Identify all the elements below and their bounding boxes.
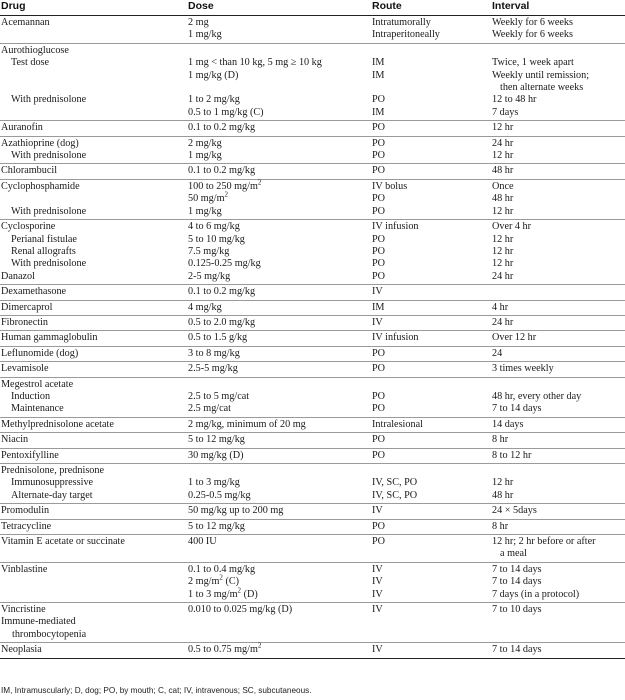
interval-cell: 12 hr [492,233,514,245]
drug-name: Renal allografts [11,245,76,257]
route-cell: IV, SC, PO [372,489,418,501]
table-row-group [0,121,625,136]
drug-name: Aurothioglucose [1,44,69,56]
drug-name: Leflunomide (dog) [1,347,79,359]
interval-cell: 48 hr [492,165,514,177]
route-cell: PO [372,150,386,162]
drug-name: Alternate-day target [11,489,93,501]
dose-cell [188,379,372,391]
route-cell: PO [372,449,386,461]
dose-cell: 2 mg [188,17,209,28]
interval-cell [492,286,625,298]
drug-name: Acemannan [1,17,50,28]
table-row-group [0,347,625,362]
drug-name: Azathioprine (dog) [1,137,79,149]
dose-cell: 2.5-5 mg/kg [188,363,238,375]
table-row [0,271,625,283]
drug-name [0,576,188,588]
table-row-group [0,331,625,346]
table-header [0,0,625,16]
route-cell [372,465,492,477]
drug-name: Neoplasia [1,644,42,656]
table-row [0,29,625,41]
dose-cell: 1 mg/kg [188,205,222,217]
header-drug: Drug [1,0,26,12]
table-row [0,286,625,298]
dose-cell: 1 to 2 mg/kg [188,94,240,106]
route-cell: PO [372,193,386,205]
table-row-group [0,449,625,464]
drug-name: Vinblastine [1,563,48,575]
dose-cell: 0.25-0.5 mg/kg [188,489,251,501]
dose-cell: 1 mg/kg [188,29,222,41]
interval-cell: 12 hr [492,205,514,217]
route-cell: PO [372,205,386,217]
interval-cell: 8 to 12 hr [492,449,532,461]
route-cell: Intraperitoneally [372,29,440,41]
route-cell: IV [372,604,383,616]
table-row [0,17,625,29]
table-row-group [0,643,625,658]
table-row-group [0,285,625,300]
route-cell: IV [372,644,383,656]
interval-cell: Weekly until remission; then alternate weeks [492,69,590,94]
drug-name: Test dose [11,57,50,69]
table-row [0,536,625,561]
dose-cell: 0.5 to 2.0 mg/kg [188,316,256,328]
table-row [0,302,625,314]
table-row [0,564,625,576]
dose-cell: 2-5 mg/kg [188,270,231,282]
interval-cell: Twice, 1 week apart [492,57,574,69]
table-row [0,434,625,446]
dose-cell: 0.5 to 1 mg/kg (C) [188,106,264,118]
interval-cell: 4 hr [492,301,509,313]
dose-cell: 50 $mg/m^2$ [188,190,229,205]
table-row [0,45,625,57]
table-row [0,190,625,205]
route-cell: PO [372,137,386,149]
drug-name: Megestrol acetate [1,378,74,390]
table-row-group [0,362,625,377]
route-cell: PO [372,94,386,106]
table-row-group [0,137,625,165]
interval-cell: 24 [492,347,503,359]
route-cell: PO [372,245,386,257]
route-cell: IM [372,69,385,81]
interval-cell [492,379,625,391]
table-row [0,246,625,258]
dose-cell: 7.5 mg/kg [188,245,230,257]
table-row [0,477,625,489]
drug-name: Immunosuppressive [11,477,94,489]
table-row [0,258,625,270]
dose-cell: 2.5 to 5 mg/cat [188,390,250,402]
dose-cell: 30 mg/kg (D) [188,449,244,461]
interval-cell: 12 hr [492,477,514,489]
dose-cell: 1 mg/kg [188,150,222,162]
drug-name: Fibronectin [1,316,48,328]
table-row [0,363,625,375]
interval-cell [492,465,625,477]
dose-cell: 0.5 to 0.75 $mg/m^2$ [188,641,262,656]
drug-name: Perianal fistulae [11,233,77,245]
table-row [0,94,625,106]
route-cell: PO [372,536,386,548]
route-cell: PO [372,403,386,415]
route-cell [372,379,492,391]
dose-cell: 1 to 3 mg/kg [188,477,240,489]
table-row [0,419,625,431]
table-row [0,450,625,462]
interval-cell: 14 days [492,418,524,430]
route-cell: IV, SC, PO [372,477,418,489]
table-row [0,122,625,134]
drug-name: With prednisolone [11,150,87,162]
route-cell: IV infusion [372,332,419,344]
table-footnote: IM, Intramuscularly; D, dog; PO, by mouth; C, cat; IV, intravenous; SC, subcutaneous. [1,686,312,695]
table-row [0,641,625,656]
route-cell: IV [372,588,383,600]
drug-name [0,29,188,41]
interval-cell: 7 to 14 days [492,403,542,415]
interval-cell: 12 to 48 hr [492,94,537,106]
table-row [0,150,625,162]
drug-name: With prednisolone [11,258,87,270]
table-row-group [0,520,625,535]
drug-name: Pentoxifylline [1,449,59,461]
route-cell: PO [372,520,386,532]
dose-cell: 0.5 to 1.5 g/kg [188,332,248,344]
dose-cell: 100 to 250 $mg/m^2$ [188,178,262,192]
table-row [0,391,625,403]
dose-cell: 400 IU [188,536,217,548]
table-row [0,221,625,233]
route-cell: PO [372,122,386,134]
dose-cell: 2.5 mg/cat [188,403,232,415]
route-cell: IV bolus [372,180,408,192]
interval-cell: 48 hr, every other day [492,390,582,402]
route-cell: PO [372,233,386,245]
interval-cell: 12 hr [492,122,514,134]
drug-name: Human gammaglobulin [1,332,98,344]
drug-name: With prednisolone [11,94,87,106]
table-row-group [0,603,625,643]
table-row [0,165,625,177]
drug-name: Niacin [1,434,29,446]
dose-cell: 0.1 to 0.4 mg/kg [188,563,256,575]
table-row-group [0,378,625,418]
header-dose: Dose [188,0,214,12]
table-row-group [0,316,625,331]
interval-cell [492,45,625,57]
dose-cell: 5 to 12 mg/kg [188,520,245,532]
route-cell: IV [372,576,383,588]
table-row-group [0,220,625,285]
dose-cell: 0.1 to 0.2 mg/kg [188,165,256,177]
interval-cell: 24 hr [492,137,514,149]
drug-name: Dimercaprol [1,301,53,313]
table-row [0,57,625,69]
drug-name: Maintenance [11,403,64,415]
drug-name [0,193,188,205]
dose-cell: 50 mg/kg up to 200 mg [188,505,284,517]
route-cell: IV [372,563,383,575]
interval-cell: 12 hr [492,245,514,257]
table-row-group [0,535,625,563]
route-cell: PO [372,363,386,375]
table-row [0,490,625,502]
drug-name: Tetracycline [1,520,52,532]
drug-name: Levamisole [1,363,49,375]
dose-cell: 4 mg/kg [188,301,222,313]
dose-cell: 2 mg/kg, minimum of 20 mg [188,418,306,430]
route-cell: Intratumorally [372,17,431,28]
dose-cell [188,45,372,57]
table-row [0,521,625,533]
route-cell: PO [372,434,386,446]
drug-name: Methylprednisolone acetate [1,418,114,430]
drug-name: Chlorambucil [1,165,58,177]
route-cell: PO [372,258,386,270]
interval-cell: 7 to 14 days [492,644,542,656]
table-row [0,178,625,193]
drug-name [0,107,188,119]
route-cell: PO [372,270,386,282]
interval-cell: 24 hr [492,316,514,328]
drug-name: Auranofin [1,122,43,134]
table-row-group [0,44,625,121]
drug-name: Vitamin E acetate or succinate [1,536,125,548]
table-row-group [0,301,625,316]
dose-cell: 1 mg/kg (D) [188,69,239,81]
interval-cell: Weekly for 6 weeks [492,29,573,41]
interval-cell: 3 times weekly [492,363,554,375]
route-cell: PO [372,347,386,359]
dose-cell: 0.1 to 0.2 mg/kg [188,286,256,298]
dose-cell: 1 mg < than 10 kg, 5 mg ≥ 10 kg [188,57,322,69]
table-row [0,206,625,218]
drug-name: Induction [11,390,51,402]
drug-name: Cyclosporine [1,221,56,233]
dose-cell: 2 $mg/m^2$ (C) [188,573,240,588]
table-row [0,317,625,329]
drug-name: Dexamethasone [1,286,67,298]
dose-cell [188,465,372,477]
interval-cell: Weekly for 6 weeks [492,17,573,28]
drug-name: Promodulin [1,505,50,517]
dose-cell: 0.1 to 0.2 mg/kg [188,122,256,134]
interval-cell: 12 hr; 2 hr before or after a meal [492,536,596,560]
route-cell: IM [372,57,385,69]
table-row [0,604,625,641]
interval-cell: Over 12 hr [492,332,537,344]
dose-cell: 4 to 6 mg/kg [188,221,240,233]
dose-cell: 1 to 3 $mg/m^2$ (D) [188,586,258,600]
interval-cell: 12 hr [492,150,514,162]
drug-name [0,589,188,601]
table-row [0,107,625,119]
table-row-group [0,180,625,220]
interval-cell: Over 4 hr [492,221,532,233]
dose-cell: 0.010 to 0.025 mg/kg (D) [188,604,293,616]
table-row [0,465,625,477]
drug-name: With prednisolone [11,205,87,217]
table-row [0,586,625,601]
interval-cell: Once [492,180,514,192]
dose-cell: 0.125-0.25 mg/kg [188,258,261,270]
interval-cell: 7 days (in a protocol) [492,588,580,600]
header-interval: Interval [492,0,530,12]
table-row-group [0,16,625,44]
table-row-group [0,433,625,448]
dose-cell: 2 mg/kg [188,137,222,149]
route-cell: Intralesional [372,418,423,430]
route-cell: IV [372,505,383,517]
interval-cell: 24 hr [492,270,514,282]
table-row [0,234,625,246]
table-row [0,138,625,150]
route-cell: IM [372,301,385,313]
interval-cell: 8 hr [492,434,509,446]
interval-cell: 24 × 5days [492,505,537,517]
route-cell: IM [372,106,385,118]
route-cell: IV [372,316,383,328]
table-row [0,573,625,588]
table-row-group [0,464,625,504]
interval-cell: 7 to 14 days [492,563,542,575]
route-cell [372,45,492,57]
interval-cell: 8 hr [492,520,509,532]
interval-cell: 7 days [492,106,519,118]
drug-name [0,70,188,95]
route-cell: PO [372,390,386,402]
route-cell: IV [372,286,383,298]
table-row-group [0,504,625,519]
drug-name: Danazol [1,270,35,282]
interval-cell: 48 hr [492,193,514,205]
drug-name: Prednisolone, prednisone [1,465,104,476]
interval-cell: 12 hr [492,258,514,270]
table-row-group [0,418,625,433]
dose-cell: 5 to 12 mg/kg [188,434,245,446]
drug-name: Vincristine Immune-mediated thrombocytopenia [1,604,87,640]
route-cell: PO [372,165,386,177]
table-row-group [0,164,625,179]
route-cell: IV infusion [372,221,419,233]
drug-name: Cyclophosphamide [1,180,80,192]
dose-cell: 3 to 8 mg/kg [188,347,240,359]
interval-cell: 48 hr [492,489,514,501]
interval-cell: 7 to 14 days [492,576,542,588]
table-row [0,70,625,95]
table-row [0,403,625,415]
dose-cell: 5 to 10 mg/kg [188,233,245,245]
table-row [0,505,625,517]
table-row [0,348,625,360]
table-row [0,332,625,344]
table-row [0,379,625,391]
header-route: Route [372,0,402,12]
table-row-group [0,563,625,603]
interval-cell: 7 to 10 days [492,604,542,616]
